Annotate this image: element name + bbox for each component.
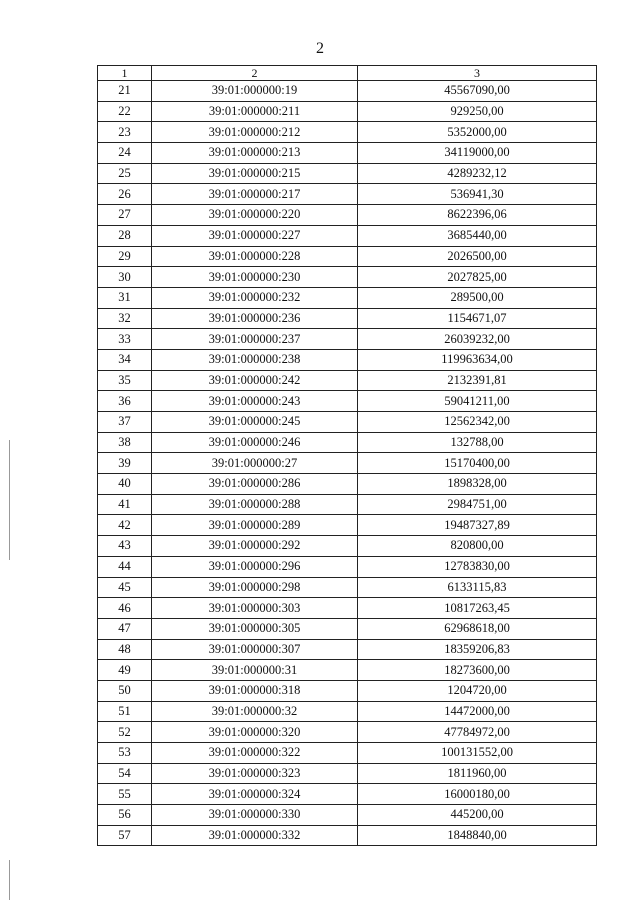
cadastral-number-cell: 39:01:000000:232 — [152, 287, 358, 308]
column-header-3: 3 — [358, 66, 597, 81]
row-number-cell: 47 — [98, 618, 152, 639]
row-number-cell: 54 — [98, 763, 152, 784]
table-row — [98, 287, 597, 308]
row-number-cell: 57 — [98, 825, 152, 846]
cadastral-number-cell: 39:01:000000:318 — [152, 680, 358, 701]
left-margin-mark — [9, 860, 10, 900]
row-number-cell: 38 — [98, 432, 152, 453]
row-number-cell: 42 — [98, 515, 152, 536]
value-cell: 2984751,00 — [358, 494, 597, 515]
value-cell: 2132391,81 — [358, 370, 597, 391]
value-cell: 100131552,00 — [358, 743, 597, 764]
value-cell: 1898328,00 — [358, 474, 597, 495]
cadastral-number-cell: 39:01:000000:242 — [152, 370, 358, 391]
row-number-cell: 43 — [98, 536, 152, 557]
row-number-cell: 32 — [98, 308, 152, 329]
value-cell: 8622396,06 — [358, 205, 597, 226]
row-number-cell: 31 — [98, 287, 152, 308]
row-number-cell: 49 — [98, 660, 152, 681]
value-cell: 1204720,00 — [358, 680, 597, 701]
value-cell: 536941,30 — [358, 184, 597, 205]
cadastral-number-cell: 39:01:000000:305 — [152, 618, 358, 639]
row-number-cell: 44 — [98, 556, 152, 577]
row-number-cell: 36 — [98, 391, 152, 412]
value-cell: 3685440,00 — [358, 225, 597, 246]
table-row — [98, 453, 597, 474]
table-row — [98, 391, 597, 412]
table-row — [98, 639, 597, 660]
value-cell: 289500,00 — [358, 287, 597, 308]
value-cell: 5352000,00 — [358, 122, 597, 143]
value-cell: 132788,00 — [358, 432, 597, 453]
row-number-cell: 39 — [98, 453, 152, 474]
row-number-cell: 24 — [98, 143, 152, 164]
table-row — [98, 143, 597, 164]
value-cell: 1848840,00 — [358, 825, 597, 846]
row-number-cell: 52 — [98, 722, 152, 743]
value-cell: 119963634,00 — [358, 349, 597, 370]
cadastral-number-cell: 39:01:000000:245 — [152, 412, 358, 433]
value-cell: 18273600,00 — [358, 660, 597, 681]
row-number-cell: 40 — [98, 474, 152, 495]
row-number-cell: 55 — [98, 784, 152, 805]
table-row — [98, 805, 597, 826]
value-cell: 18359206,83 — [358, 639, 597, 660]
cadastral-number-cell: 39:01:000000:288 — [152, 494, 358, 515]
table-row — [98, 577, 597, 598]
cadastral-number-cell: 39:01:000000:292 — [152, 536, 358, 557]
table-row — [98, 763, 597, 784]
row-number-cell: 26 — [98, 184, 152, 205]
row-number-cell: 28 — [98, 225, 152, 246]
table-row — [98, 556, 597, 577]
cadastral-number-cell: 39:01:000000:332 — [152, 825, 358, 846]
row-number-cell: 51 — [98, 701, 152, 722]
cadastral-number-cell: 39:01:000000:19 — [152, 81, 358, 102]
row-number-cell: 37 — [98, 412, 152, 433]
value-cell: 62968618,00 — [358, 618, 597, 639]
table-row — [98, 494, 597, 515]
row-number-cell: 27 — [98, 205, 152, 226]
table-row — [98, 122, 597, 143]
value-cell: 19487327,89 — [358, 515, 597, 536]
row-number-cell: 22 — [98, 101, 152, 122]
table-row — [98, 329, 597, 350]
row-number-cell: 50 — [98, 680, 152, 701]
cadastral-number-cell: 39:01:000000:215 — [152, 163, 358, 184]
value-cell: 15170400,00 — [358, 453, 597, 474]
cadastral-number-cell: 39:01:000000:330 — [152, 805, 358, 826]
cadastral-number-cell: 39:01:000000:320 — [152, 722, 358, 743]
table-row — [98, 412, 597, 433]
cadastral-number-cell: 39:01:000000:230 — [152, 267, 358, 288]
cadastral-number-cell: 39:01:000000:322 — [152, 743, 358, 764]
cadastral-number-cell: 39:01:000000:243 — [152, 391, 358, 412]
column-header-2: 2 — [152, 66, 358, 81]
cadastral-number-cell: 39:01:000000:246 — [152, 432, 358, 453]
table-row — [98, 225, 597, 246]
value-cell: 45567090,00 — [358, 81, 597, 102]
table-row — [98, 184, 597, 205]
value-cell: 445200,00 — [358, 805, 597, 826]
table-row — [98, 660, 597, 681]
table-row — [98, 536, 597, 557]
table-row — [98, 267, 597, 288]
value-cell: 12783830,00 — [358, 556, 597, 577]
table-row — [98, 515, 597, 536]
cadastral-number-cell: 39:01:000000:227 — [152, 225, 358, 246]
cadastral-number-cell: 39:01:000000:220 — [152, 205, 358, 226]
table-row — [98, 101, 597, 122]
value-cell: 6133115,83 — [358, 577, 597, 598]
value-cell: 1811960,00 — [358, 763, 597, 784]
table-row — [98, 680, 597, 701]
table-row — [98, 370, 597, 391]
row-number-cell: 23 — [98, 122, 152, 143]
table-row — [98, 784, 597, 805]
table-row — [98, 349, 597, 370]
row-number-cell: 46 — [98, 598, 152, 619]
value-cell: 26039232,00 — [358, 329, 597, 350]
row-number-cell: 29 — [98, 246, 152, 267]
cadastral-number-cell: 39:01:000000:303 — [152, 598, 358, 619]
table-row — [98, 743, 597, 764]
value-cell: 10817263,45 — [358, 598, 597, 619]
value-cell: 1154671,07 — [358, 308, 597, 329]
cadastral-number-cell: 39:01:000000:286 — [152, 474, 358, 495]
cadastral-number-cell: 39:01:000000:228 — [152, 246, 358, 267]
table-row — [98, 205, 597, 226]
cadastral-number-cell: 39:01:000000:236 — [152, 308, 358, 329]
table-header-row — [98, 66, 597, 81]
value-cell: 34119000,00 — [358, 143, 597, 164]
cadastral-number-cell: 39:01:000000:289 — [152, 515, 358, 536]
cadastral-number-cell: 39:01:000000:32 — [152, 701, 358, 722]
row-number-cell: 33 — [98, 329, 152, 350]
row-number-cell: 48 — [98, 639, 152, 660]
value-cell: 47784972,00 — [358, 722, 597, 743]
value-cell: 2027825,00 — [358, 267, 597, 288]
row-number-cell: 21 — [98, 81, 152, 102]
table-row — [98, 163, 597, 184]
cadastral-number-cell: 39:01:000000:298 — [152, 577, 358, 598]
column-header-1: 1 — [98, 66, 152, 81]
cadastral-number-cell: 39:01:000000:217 — [152, 184, 358, 205]
value-cell: 14472000,00 — [358, 701, 597, 722]
cadastral-number-cell: 39:01:000000:324 — [152, 784, 358, 805]
cadastral-number-cell: 39:01:000000:237 — [152, 329, 358, 350]
table-row — [98, 701, 597, 722]
value-cell: 4289232,12 — [358, 163, 597, 184]
value-cell: 2026500,00 — [358, 246, 597, 267]
table-row — [98, 474, 597, 495]
table-row — [98, 722, 597, 743]
row-number-cell: 25 — [98, 163, 152, 184]
value-cell: 16000180,00 — [358, 784, 597, 805]
table-row — [98, 598, 597, 619]
row-number-cell: 35 — [98, 370, 152, 391]
cadastral-number-cell: 39:01:000000:27 — [152, 453, 358, 474]
table-row — [98, 246, 597, 267]
row-number-cell: 45 — [98, 577, 152, 598]
cadastral-number-cell: 39:01:000000:211 — [152, 101, 358, 122]
cadastral-number-cell: 39:01:000000:213 — [152, 143, 358, 164]
table-row — [98, 432, 597, 453]
cadastral-number-cell: 39:01:000000:307 — [152, 639, 358, 660]
table-row — [98, 81, 597, 102]
table-row — [98, 308, 597, 329]
row-number-cell: 53 — [98, 743, 152, 764]
left-margin-mark — [9, 440, 10, 560]
value-cell: 820800,00 — [358, 536, 597, 557]
row-number-cell: 34 — [98, 349, 152, 370]
cadastral-value-table — [97, 65, 597, 846]
row-number-cell: 30 — [98, 267, 152, 288]
cadastral-number-cell: 39:01:000000:323 — [152, 763, 358, 784]
value-cell: 929250,00 — [358, 101, 597, 122]
row-number-cell: 41 — [98, 494, 152, 515]
page-number: 2 — [316, 40, 324, 57]
cadastral-number-cell: 39:01:000000:212 — [152, 122, 358, 143]
cadastral-number-cell: 39:01:000000:31 — [152, 660, 358, 681]
table-row — [98, 618, 597, 639]
cadastral-number-cell: 39:01:000000:238 — [152, 349, 358, 370]
row-number-cell: 56 — [98, 805, 152, 826]
table-row — [98, 825, 597, 846]
value-cell: 12562342,00 — [358, 412, 597, 433]
cadastral-number-cell: 39:01:000000:296 — [152, 556, 358, 577]
value-cell: 59041211,00 — [358, 391, 597, 412]
